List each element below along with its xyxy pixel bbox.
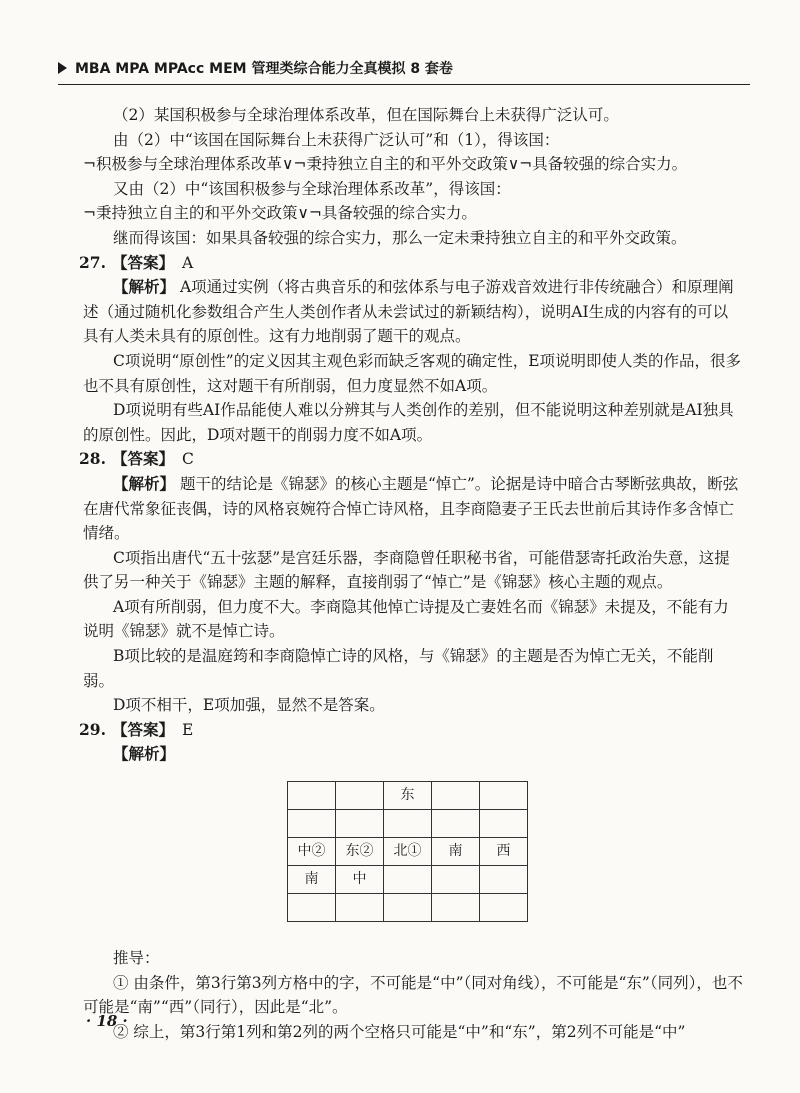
grid-row — [288, 810, 528, 838]
grid-cell — [384, 894, 432, 922]
grid-cell: 中② — [288, 838, 336, 866]
triangle-marker-icon — [58, 62, 67, 74]
grid-cell — [336, 810, 384, 838]
q29-answer-line — [79, 718, 743, 743]
grid-cell — [336, 894, 384, 922]
analysis-label: 【解析】 — [113, 744, 176, 764]
grid-cell — [480, 810, 528, 838]
grid-cell — [288, 894, 336, 922]
page-number: · 18 · — [86, 1012, 128, 1030]
grid-cell — [432, 810, 480, 838]
derivation-step: ② 综上，第3行第1列和第2列的两个空格只可能是“中”和“东”，第2列不可能是“中” — [113, 1022, 686, 1041]
q27-analysis: 【解析】 A项通过实例（将古典音乐的和弦体系与电子游戏音效进行非传统融合）和原理阐述（通过随机化参数组合产生人类创作者从未尝试过的新颖结构），说明AI生成的内容有的可以具有人类未具有的原创性。这有力地削弱了题干的观点。 — [83, 277, 734, 346]
question-number: 28. — [79, 449, 106, 469]
q28-paragraph: C项指出唐代“五十弦瑟”是宫廷乐器，李商隐曾任职秘书省，可能借瑟寄托政治失意，这提供了另一种关于《锦瑟》主题的解释，直接削弱了“悼亡”是《锦瑟》核心主题的观点。 — [83, 548, 730, 592]
grid-cell: 中 — [336, 866, 384, 894]
grid-cell: 南 — [432, 838, 480, 866]
grid-cell — [384, 810, 432, 838]
q27-paragraph: C项说明“原创性”的定义因其主观色彩而缺乏客观的确定性，E项说明即使人类的作品，很多也不具有原创性，这对题干有所削弱，但力度显然不如A项。 — [83, 351, 742, 395]
answer-value: E — [181, 720, 194, 739]
analysis-label: 【解析】 — [113, 277, 176, 297]
analysis-label: 【解析】 — [113, 473, 176, 493]
grid-cell: 东② — [336, 838, 384, 866]
grid-cell — [432, 782, 480, 810]
q28-paragraph: A项有所削弱，但力度不大。李商隐其他悼亡诗提及亡妻姓名而《锦瑟》未提及，不能有力说明《锦瑟》就不是悼亡诗。 — [83, 597, 729, 641]
grid-cell — [384, 866, 432, 894]
grid-cell — [432, 866, 480, 894]
q28-analysis: 【解析】 题干的结论是《锦瑟》的核心主题是“悼亡”。论据是诗中暗合古琴断弦典故，断弦在唐代常象征丧偶，诗的风格哀婉符合悼亡诗风格，且李商隐妻子王氏去世前后其诗作多含悼亡情绪。 — [83, 473, 739, 543]
grid-row — [288, 838, 528, 866]
q28-paragraph: B项比较的是温庭筠和李商隐悼亡诗的风格，与《锦瑟》的主题是否为悼亡无关，不能削弱。 — [83, 647, 714, 690]
derivation-line: ¬秉持独立自主的和平外交政策∨¬具备较强的综合实力。 — [83, 204, 477, 223]
page-content — [79, 103, 743, 1044]
grid-cell — [432, 894, 480, 922]
question-number: 27. — [79, 252, 106, 272]
q28-paragraph: D项不相干，E项加强，显然不是答案。 — [113, 696, 385, 715]
header-title: MBA MPA MPAcc MEM 管理类综合能力全真模拟 8 套卷 — [75, 61, 453, 77]
grid-row — [288, 894, 528, 922]
q29-analysis — [83, 742, 743, 767]
grid-cell: 西 — [480, 838, 528, 866]
grid-cell: 东 — [384, 782, 432, 810]
running-header — [58, 58, 748, 80]
grid-cell — [480, 894, 528, 922]
premise-line: （2）某国积极参与全球治理体系改革，但在国际舞台上未获得广泛认可。 — [113, 106, 619, 124]
direction-grid — [287, 781, 528, 922]
grid-cell — [288, 810, 336, 838]
grid-row — [288, 866, 528, 894]
q28-answer-line — [79, 447, 743, 472]
grid-cell — [336, 782, 384, 810]
derivation-heading: 推导： — [113, 949, 160, 968]
grid-cell — [288, 782, 336, 810]
grid-cell: 北① — [384, 838, 432, 866]
question-number: 29. — [79, 719, 106, 739]
answer-label: 【答案】 — [111, 252, 174, 272]
answer-label: 【答案】 — [111, 719, 174, 739]
grid-row — [288, 782, 528, 810]
derivation-line: 又由（2）中“该国积极参与全球治理体系改革”，得该国： — [113, 179, 511, 198]
conclusion-line: 继而得该国：如果具备较强的综合实力，那么一定未秉持独立自主的和平外交政策。 — [113, 228, 687, 247]
q27-answer-line — [79, 251, 743, 276]
grid-cell — [480, 866, 528, 894]
derivation-line: ¬积极参与全球治理体系改革∨¬秉持独立自主的和平外交政策∨¬具备较强的综合实力。 — [83, 155, 688, 174]
answer-label: 【答案】 — [111, 449, 174, 469]
answer-value: A — [181, 253, 194, 272]
q27-paragraph: D项说明有些AI作品能使人难以分辨其与人类创作的差别，但不能说明这种差别就是AI独具的原创性。因此，D项对题干的削弱力度不如A项。 — [83, 401, 734, 444]
header-rule — [58, 84, 750, 85]
derivation-step: ① 由条件，第3行第3列方格中的字，不可能是“中”（同对角线），不可能是“东”（同列），也不可能是“南”“西”（同行），因此是“北”。 — [83, 973, 743, 1017]
grid-cell: 南 — [288, 866, 336, 894]
grid-cell — [480, 782, 528, 810]
derivation-line: 由（2）中“该国在国际舞台上未获得广泛认可”和（1），得该国： — [113, 130, 560, 149]
answer-value: C — [181, 450, 194, 469]
